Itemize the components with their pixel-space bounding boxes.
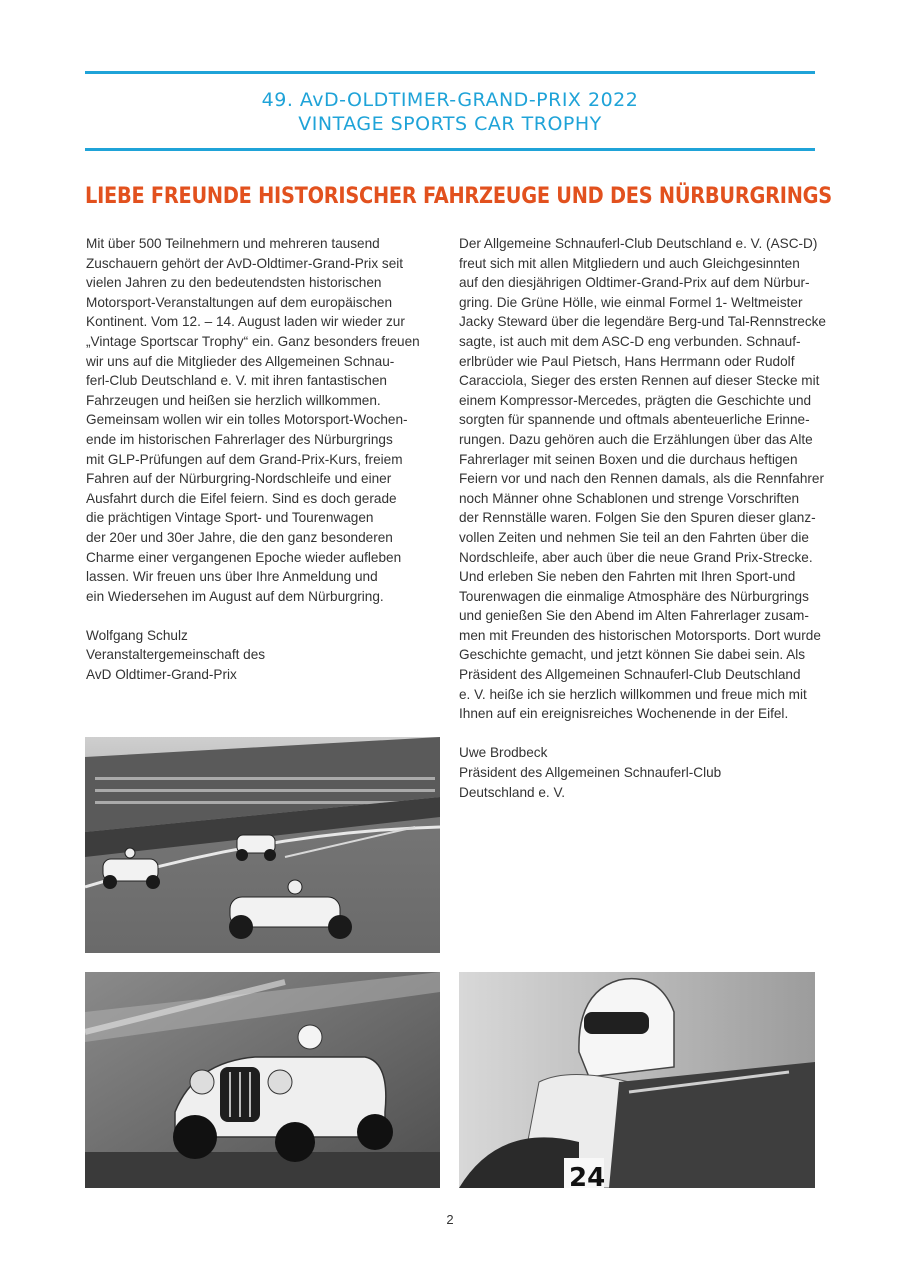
text-line: Jacky Steward über die legendäre Berg-und Tal-Rennstrecke (459, 314, 826, 330)
text-line: Zuschauern gehört der AvD-Oldtimer-Grand-Prix seit (86, 255, 404, 271)
text-line: Caracciola, Sieger des ersten Rennen auf dieser Stecke mit (459, 373, 820, 389)
left-body (86, 234, 436, 606)
text-line: rungen. Dazu gehören auch die Erzählungen über das Alte (459, 431, 813, 447)
text-line: noch Männer ohne Schablonen und strenge Vorschriften (459, 490, 800, 506)
text-line: sagte, ist auch mit dem ASC-D eng verbunden. Schnauf- (459, 333, 801, 349)
text-line: lassen. Wir freuen uns über Ihre Anmeldung und (86, 569, 378, 585)
text-line: der Rennställe waren. Folgen Sie den Spuren dieser glanz- (459, 510, 816, 526)
text-line: vollen Zeiten und nehmen Sie teil an den Fahrten über die (459, 529, 809, 545)
text-line: Fahrerlager mit seinen Boxen und die durchaus heftigen (459, 451, 798, 467)
event-header (85, 88, 815, 136)
text-line: Nordschleife, aber auch über die neue Grand Prix-Strecke. (459, 549, 813, 565)
text-line: Fahren auf der Nürburgring-Nordschleife und einer (86, 471, 392, 487)
text-line: ein Wiedersehen im August auf dem Nürburgring. (86, 588, 384, 604)
text-line: mit GLP-Prüfungen auf dem Grand-Prix-Kurs, freiem (86, 451, 403, 467)
right-body (459, 234, 849, 724)
text-line: und genießen Sie den Abend im Alten Fahrerlager zusam- (459, 608, 809, 624)
text-line: Geschichte gemacht, und jetzt können Sie dabei sein. Als (459, 647, 806, 663)
text-line: Deutschland e. V. (459, 784, 566, 800)
text-line: Mit über 500 Teilnehmern und mehreren tausend (86, 236, 380, 251)
text-line: Ausfahrt durch die Eifel feiern. Sind es doch gerade (86, 490, 397, 506)
text-line: Gemeinsam wollen wir ein tolles Motorsport-Wochen- (86, 412, 408, 428)
text-line: die prächtigen Vintage Sport- und Tourenwagen (86, 510, 374, 526)
text-line: Tourenwagen die einmalige Atmosphäre des Nürburgrings (459, 588, 809, 604)
text-line: einem Kompressor-Mercedes, prägten die Geschichte und (459, 392, 812, 408)
text-line: wir uns auf die Mitglieder des Allgemeinen Schnau- (86, 353, 395, 369)
photo-track-grandstand (85, 737, 440, 953)
text-line: Uwe Brodbeck (459, 745, 548, 761)
left-signature (86, 626, 436, 685)
event-title: 49. AvD-OLDTIMER-GRAND-PRIX 2022 (261, 89, 639, 111)
photo-white-roadster (85, 972, 440, 1188)
text-line: Präsident des Allgemeinen Schnauferl-Club Deutschland (459, 667, 801, 683)
text-line: der 20er und 30er Jahre, die den ganz besonderen (86, 529, 393, 545)
text-line: vielen Jahren zu den bedeutendsten historischen (86, 275, 382, 291)
text-line: sorgten für spannende und oftmals abenteuerliche Erinne- (459, 412, 810, 428)
page-number: 2 (446, 1212, 454, 1227)
text-line: gring. Die Grüne Hölle, wie einmal Formel 1- Weltmeister (459, 294, 803, 310)
text-line: Feiern vor und nach den Rennen damals, als die Rennfahrer (459, 471, 824, 487)
text-line: erlbrüder wie Paul Pietsch, Hans Herrmann oder Rudolf (459, 353, 795, 369)
article-headline: LIEBE FREUNDE HISTORISCHER FAHRZEUGE UND DES NÜRBURGRINGS (85, 183, 832, 209)
car-number: 24 (569, 1163, 606, 1188)
text-line: Veranstaltergemeinschaft des (86, 647, 266, 663)
text-line: Kontinent. Vom 12. – 14. August laden wir wieder zur (86, 314, 405, 330)
right-signature (459, 743, 849, 802)
text-line: Präsident des Allgemeinen Schnauferl-Club (459, 765, 722, 781)
text-line: e. V. heiße ich sie herzlich willkommen und freue mich mit (459, 686, 807, 702)
text-line: ende im historischen Fahrerlager des Nürburgrings (86, 431, 393, 447)
text-line: Fahrzeugen und heißen sie herzlich willkommen. (86, 392, 381, 408)
right-column (459, 234, 849, 802)
text-line: ferl-Club Deutschland e. V. mit ihren fantastischen (86, 373, 387, 389)
text-line: freut sich mit allen Mitgliedern und auch Gleichgesinnten (459, 255, 800, 271)
text-line: auf den diesjährigen Oldtimer-Grand-Prix auf dem Nürbur- (459, 275, 810, 291)
text-line: Und erleben Sie neben den Fahrten mit Ihren Sport-und (459, 569, 796, 585)
text-line: Motorsport-Veranstaltungen auf dem europäischen (86, 294, 393, 310)
text-line: „Vintage Sportscar Trophy“ ein. Ganz besonders freuen (86, 333, 420, 349)
event-subtitle: VINTAGE SPORTS CAR TROPHY (298, 113, 602, 135)
text-line: men mit Freunden des historischen Motorsports. Dort wurde (459, 627, 821, 643)
text-line: Der Allgemeine Schnauferl-Club Deutschland e. V. (ASC-D) (459, 236, 818, 251)
photo-driver-helmet (459, 972, 815, 1188)
left-column (86, 234, 436, 685)
text-line: AvD Oldtimer-Grand-Prix (86, 667, 237, 683)
header-rule-bottom (85, 148, 815, 151)
text-line: Wolfgang Schulz (86, 627, 188, 643)
text-line: Ihnen auf ein ereignisreiches Wochenende in der Eifel. (459, 706, 789, 722)
header-rule-top (85, 71, 815, 74)
text-line: Charme einer vergangenen Epoche wieder aufleben (86, 549, 402, 565)
